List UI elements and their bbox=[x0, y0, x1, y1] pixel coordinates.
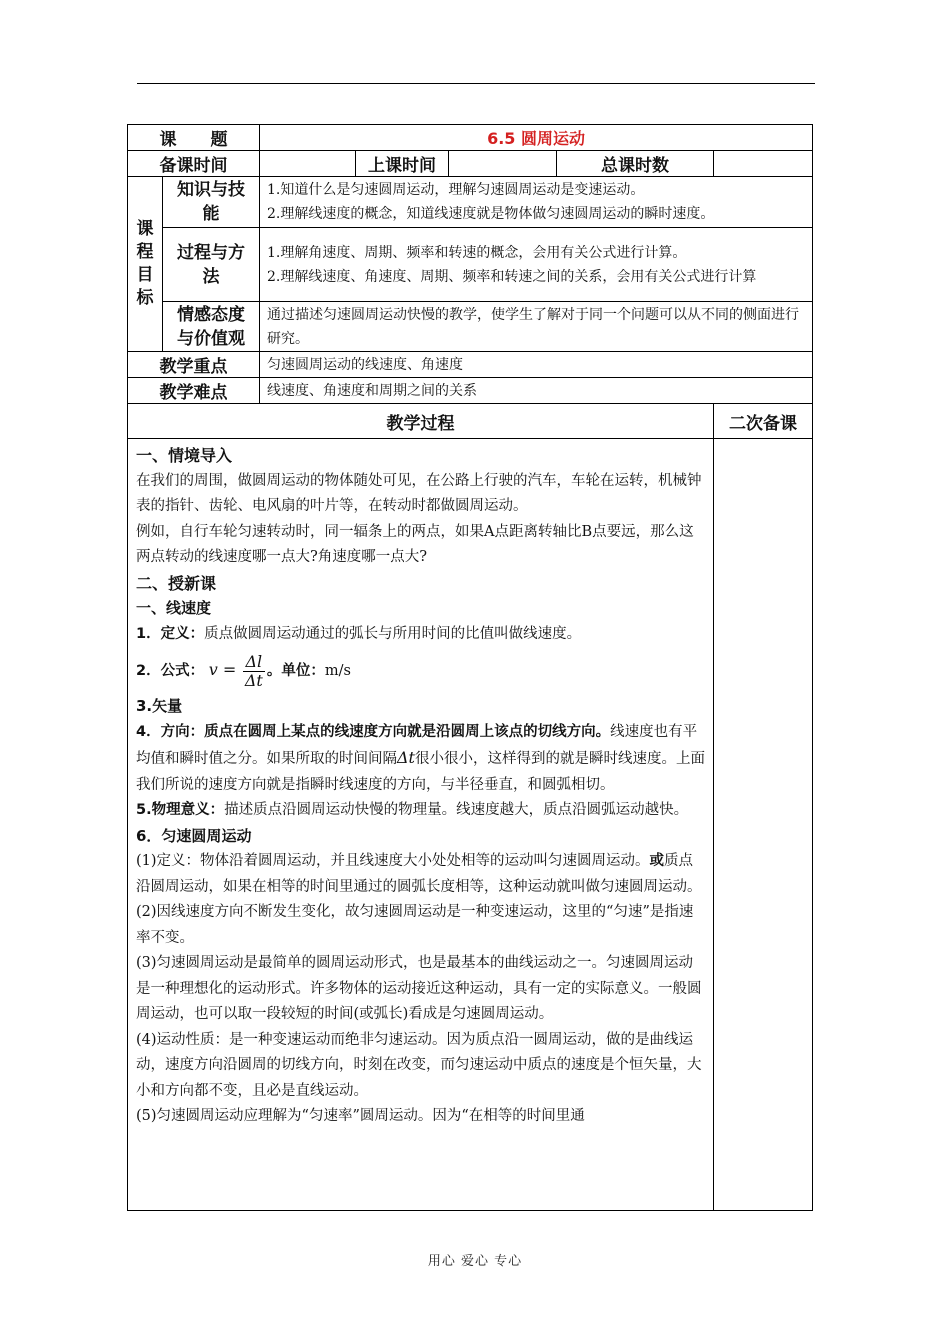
section-intro-title: 一、情境导入 bbox=[136, 446, 233, 465]
objectives-group-label: 课 程 目 标 bbox=[128, 177, 163, 352]
intro-paragraph-1: 在我们的周围，做圆周运动的物体随处可见，在公路上行驶的汽车，车轮在运转，机械钟表的指针、齿轮、电风扇的叶片等，在转动时都做圆周运动。 bbox=[136, 472, 702, 514]
page-footer: 用心 爱心 专心 bbox=[427, 1254, 523, 1269]
ucm-point-3: (3)匀速圆周运动是最简单的圆周运动形式，也是最基本的曲线运动之一。匀速圆周运动是一种理想化的运动形式。许多物体的运动接近这种运动，具有一定的实际意义。一般圆周运动，也可以取一段较短的时间(或弧长)看成是匀速圆周运动。 bbox=[136, 955, 702, 1022]
formula-line: 2．公式： v = $\frac{\Delta l}{\Delta t}$ 。单位：m/s bbox=[136, 651, 351, 690]
formula-fraction: $\frac{\Delta l}{\Delta t}$ bbox=[244, 651, 263, 690]
vector-line: 3.矢量 bbox=[136, 697, 183, 715]
prep-time-label: 备课时间 bbox=[128, 151, 260, 177]
class-time-label: 上课时间 bbox=[356, 151, 449, 177]
objective-label-attitude: 情感态度与价值观 bbox=[163, 302, 260, 352]
direction-paragraph: 4．方向：质点在圆周上某点的线速度方向就是沿圆周上该点的切线方向。线速度也有平均值和瞬时值之分。如果所取的时间间隔Δt很小很小，这样得到的就是瞬时线速度。上面我们所说的速度方向就是指瞬时线速度的方向，与半径垂直，和圆弧相切。 bbox=[136, 723, 705, 793]
objective-label-knowledge: 知识与技能 bbox=[163, 177, 260, 228]
ucm-point-1: (1)定义：物体沿着圆周运动，并且线速度大小处处相等的运动叫匀速圆周运动。或质点沿圆周运动，如果在相等的时间里通过的圆弧长度相等，这种运动就叫做匀速圆周运动。 bbox=[136, 853, 702, 895]
process-header: 教学过程 bbox=[128, 404, 714, 439]
key-point-row bbox=[128, 352, 813, 378]
unit-value: m/s bbox=[324, 663, 351, 679]
header-rule bbox=[137, 83, 815, 84]
difficulty-label: 教学难点 bbox=[128, 378, 260, 404]
lesson-plan-table bbox=[127, 124, 813, 1211]
objective-label-method: 过程与方法 bbox=[163, 228, 260, 302]
process-header-row bbox=[128, 404, 813, 439]
section-new-lesson-title: 二、授新课 bbox=[136, 573, 217, 593]
objective-knowledge-row bbox=[128, 177, 813, 228]
uniform-circular-motion-title: 6．匀速圆周运动 bbox=[136, 826, 252, 845]
linear-velocity-title: 一、线速度 bbox=[136, 599, 212, 617]
definition-line: 1．定义：质点做圆周运动通过的弧长与所用时间的比值叫做线速度。 bbox=[136, 625, 582, 642]
objective-text-knowledge: 1.知道什么是匀速圆周运动，理解匀速圆周运动是变速运动。 2.理解线速度的概念，知道线速度就是物体做匀速圆周运动的瞬时速度。 bbox=[260, 177, 813, 228]
process-body-row bbox=[128, 439, 813, 1211]
total-hours-label: 总课时数 bbox=[557, 151, 714, 177]
prep-time-value bbox=[260, 151, 356, 177]
delta-t-symbol: Δt bbox=[397, 748, 415, 767]
objective-text-attitude: 通过描述匀速圆周运动快慢的教学，使学生了解对于同一个问题可以从不同的侧面进行研究。 bbox=[260, 302, 813, 352]
secondary-prep-header: 二次备课 bbox=[714, 404, 813, 439]
objective-attitude-row bbox=[128, 302, 813, 352]
course-label: 课 题 bbox=[128, 125, 260, 151]
teaching-process-content bbox=[128, 439, 714, 1211]
intro-paragraph-2: 例如，自行车轮匀速转动时，同一辐条上的两点，如果A点距离转轴比B点要远，那么这两点转动的线速度哪一点大?角速度哪一点大? bbox=[136, 523, 694, 565]
ucm-point-2: (2)因线速度方向不断发生变化，故匀速圆周运动是一种变速运动，这里的“匀速”是指速率不变。 bbox=[136, 904, 694, 946]
key-point-label: 教学重点 bbox=[128, 352, 260, 378]
objective-text-method: 1.理解角速度、周期、频率和转速的概念，会用有关公式进行计算。 2.理解线速度、角速度、周期、频率和转速之间的关系，会用有关公式进行计算 bbox=[260, 228, 813, 302]
ucm-point-5: (5)匀速圆周运动应理解为“匀速率”圆周运动。因为“在相等的时间里通 bbox=[136, 1108, 585, 1124]
secondary-prep-cell bbox=[714, 439, 813, 1211]
total-hours-value bbox=[714, 151, 813, 177]
difficulty-row bbox=[128, 378, 813, 404]
course-row bbox=[128, 125, 813, 151]
ucm-point-4: (4)运动性质：是一种变速运动而绝非匀速运动。因为质点沿一圆周运动，做的是曲线运动，速度方向沿圆周的切线方向，时刻在改变，而匀速运动中质点的速度是个恒矢量，大小和方向都不变，且必是直线运动。 bbox=[136, 1031, 702, 1099]
class-time-value bbox=[449, 151, 557, 177]
schedule-row bbox=[128, 151, 813, 177]
formula-lhs: v = bbox=[208, 660, 237, 679]
course-title: 6.5 圆周运动 bbox=[260, 125, 813, 151]
physical-meaning-paragraph: 5.物理意义：描述质点沿圆周运动快慢的物理量。线速度越大，质点沿圆弧运动越快。 bbox=[136, 802, 689, 818]
key-point-text: 匀速圆周运动的线速度、角速度 bbox=[260, 352, 813, 378]
difficulty-text: 线速度、角速度和周期之间的关系 bbox=[260, 378, 813, 404]
objective-method-row bbox=[128, 228, 813, 302]
